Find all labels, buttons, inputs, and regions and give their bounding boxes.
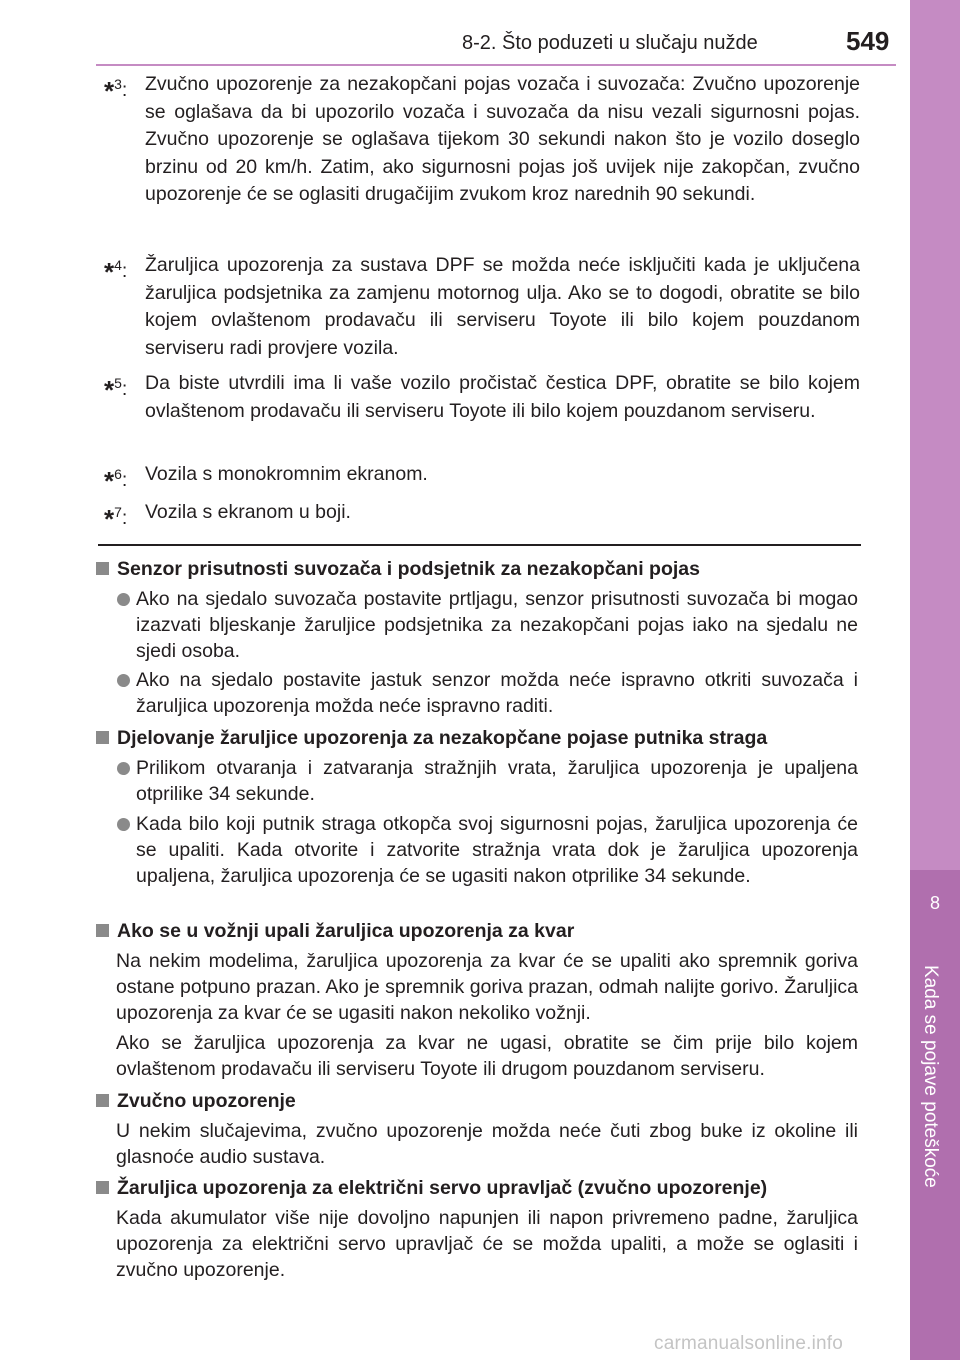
square-bullet-icon bbox=[96, 1181, 109, 1194]
square-bullet-icon bbox=[96, 924, 109, 937]
section-heading: Zvučno upozorenje bbox=[96, 1088, 858, 1114]
footnote-text: Zvučno upozorenje za nezakopčani pojas vozača i suvozača: Zvučno upozorenje se oglašava da bi upozorilo vozača i suvozača da nisu vezali sigurnosni pojas. Zvučno upozorenje se oglašava tijekom 30 sekundi nakon što je vozilo doseglo brzinu od 20 km/h. Zatim, ako sigurnosni pojas još uvijek nije zakopčan, zvučno upozorenje će se oglasiti drugačijim zvukom kroz narednih 90 sekundi. bbox=[145, 73, 860, 205]
list-item: Ako na sjedalo suvozača postavite prtljagu, senzor prisutnosti suvozača bi mogao izazvati bljeskanje žaruljice podsjetnika za nezakopčani pojas iako na sjedalu ne sjedi osoba. bbox=[96, 587, 858, 664]
round-bullet-icon bbox=[117, 593, 130, 606]
section-divider bbox=[98, 544, 861, 546]
chapter-title: Kada se pojave poteškoće bbox=[920, 965, 941, 1188]
list-item: Prilikom otvaranja i zatvaranja stražnjih vrata, žaruljica upozorenja je upaljena otprilike 34 sekunde. bbox=[96, 756, 858, 808]
section-audible-warning bbox=[96, 1088, 858, 1168]
chapter-number: 8 bbox=[929, 893, 940, 913]
paragraph: Na nekim modelima, žaruljica upozorenja za kvar će se upaliti ako spremnik goriva ostane potpuno prazan. Ako je spremnik goriva prazan, odmah nalijte gorivo. Žaruljica upozorenja za kvar će se ugasiti nakon nekoliko vožnji. bbox=[116, 950, 858, 1024]
section-heading: Ako se u vožnji upali žaruljica upozorenja za kvar bbox=[96, 918, 858, 944]
section-passenger-sensor bbox=[96, 556, 858, 717]
list-item: Ako na sjedalo postavite jastuk senzor možda neće ispravno otkriti suvozača i žaruljica upozorenja možda neće ispravno raditi. bbox=[96, 668, 858, 720]
square-bullet-icon bbox=[96, 1094, 109, 1107]
footnote-6 bbox=[100, 461, 860, 496]
round-bullet-icon bbox=[117, 674, 130, 687]
footnote-marker: *$^3$: bbox=[104, 76, 128, 106]
round-bullet-icon bbox=[117, 818, 130, 831]
footnote-7 bbox=[100, 499, 860, 534]
footnote-marker: *$^6$: bbox=[104, 466, 128, 496]
footnote-text: Žaruljica upozorenja za sustava DPF se možda neće isključiti kada je uključena žaruljica podsjetnika za zamjenu motornog ulja. Ako se to dogodi, obratite se bilo kojem ovlaštenom prodavaču ili serviseru Toyote ili bilo kojem pouzdanom serviseru radi provjere vozila. bbox=[145, 254, 860, 359]
footnote-4 bbox=[100, 252, 860, 362]
paragraph: Kada akumulator više nije dovoljno napunjen ili napon privremeno padne, žaruljica upozorenja za električni servo upravljač će se možda upaliti, a može se oglasiti i zvučno upozorenje. bbox=[116, 1207, 858, 1281]
paragraph: Ako se žaruljica upozorenja za kvar ne ugasi, obratite se čim prije bilo kojem ovlaštenom prodavaču ili serviseru Toyote ili drugom pouzdanom serviseru. bbox=[116, 1032, 858, 1080]
section-title: 8-2. Što poduzeti u slučaju nužde bbox=[462, 32, 758, 54]
header-rule bbox=[96, 64, 896, 66]
footnote-text: Vozila s ekranom u boji. bbox=[145, 501, 351, 523]
section-heading: Senzor prisutnosti suvozača i podsjetnik za nezakopčani pojas bbox=[96, 556, 858, 582]
section-heading: Žaruljica upozorenja za električni servo upravljač (zvučno upozorenje) bbox=[96, 1175, 858, 1201]
section-malfunction-light bbox=[96, 918, 858, 1080]
footnote-marker: *$^7$: bbox=[104, 504, 128, 534]
footnote-5 bbox=[100, 370, 860, 425]
section-rear-belt-warning bbox=[96, 725, 858, 887]
section-eps-warning bbox=[96, 1175, 858, 1281]
footnote-marker: *$^5$: bbox=[104, 375, 128, 405]
footnote-3 bbox=[100, 71, 860, 209]
paragraph: U nekim slučajevima, zvučno upozorenje možda neće čuti zbog buke iz okoline ili glasnoće audio sustava. bbox=[116, 1120, 858, 1168]
side-tab-strip bbox=[910, 0, 960, 870]
square-bullet-icon bbox=[96, 731, 109, 744]
page-number: 549 bbox=[846, 26, 890, 56]
section-heading: Djelovanje žaruljice upozorenja za nezakopčane pojase putnika straga bbox=[96, 725, 858, 751]
watermark: carmanualsonline.info bbox=[654, 1333, 844, 1354]
square-bullet-icon bbox=[96, 562, 109, 575]
footnote-text: Da biste utvrdili ima li vaše vozilo pročistač čestica DPF, obratite se bilo kojem ovlaštenom prodavaču ili serviseru Toyote ili bilo kojem pouzdanom serviseru. bbox=[145, 372, 860, 422]
footnote-text: Vozila s monokromnim ekranom. bbox=[145, 463, 428, 485]
list-item: Kada bilo koji putnik straga otkopča svoj sigurnosni pojas, žaruljica upozorenja će se upaliti. Kada otvorite i zatvorite stražnja vrata dok je žaruljica upozorenja upaljena, žaruljica upozorenja će se ugasiti nakon otprilike 34 sekunde. bbox=[96, 812, 858, 889]
footnote-marker: *$^4$: bbox=[104, 257, 128, 287]
round-bullet-icon bbox=[117, 762, 130, 775]
